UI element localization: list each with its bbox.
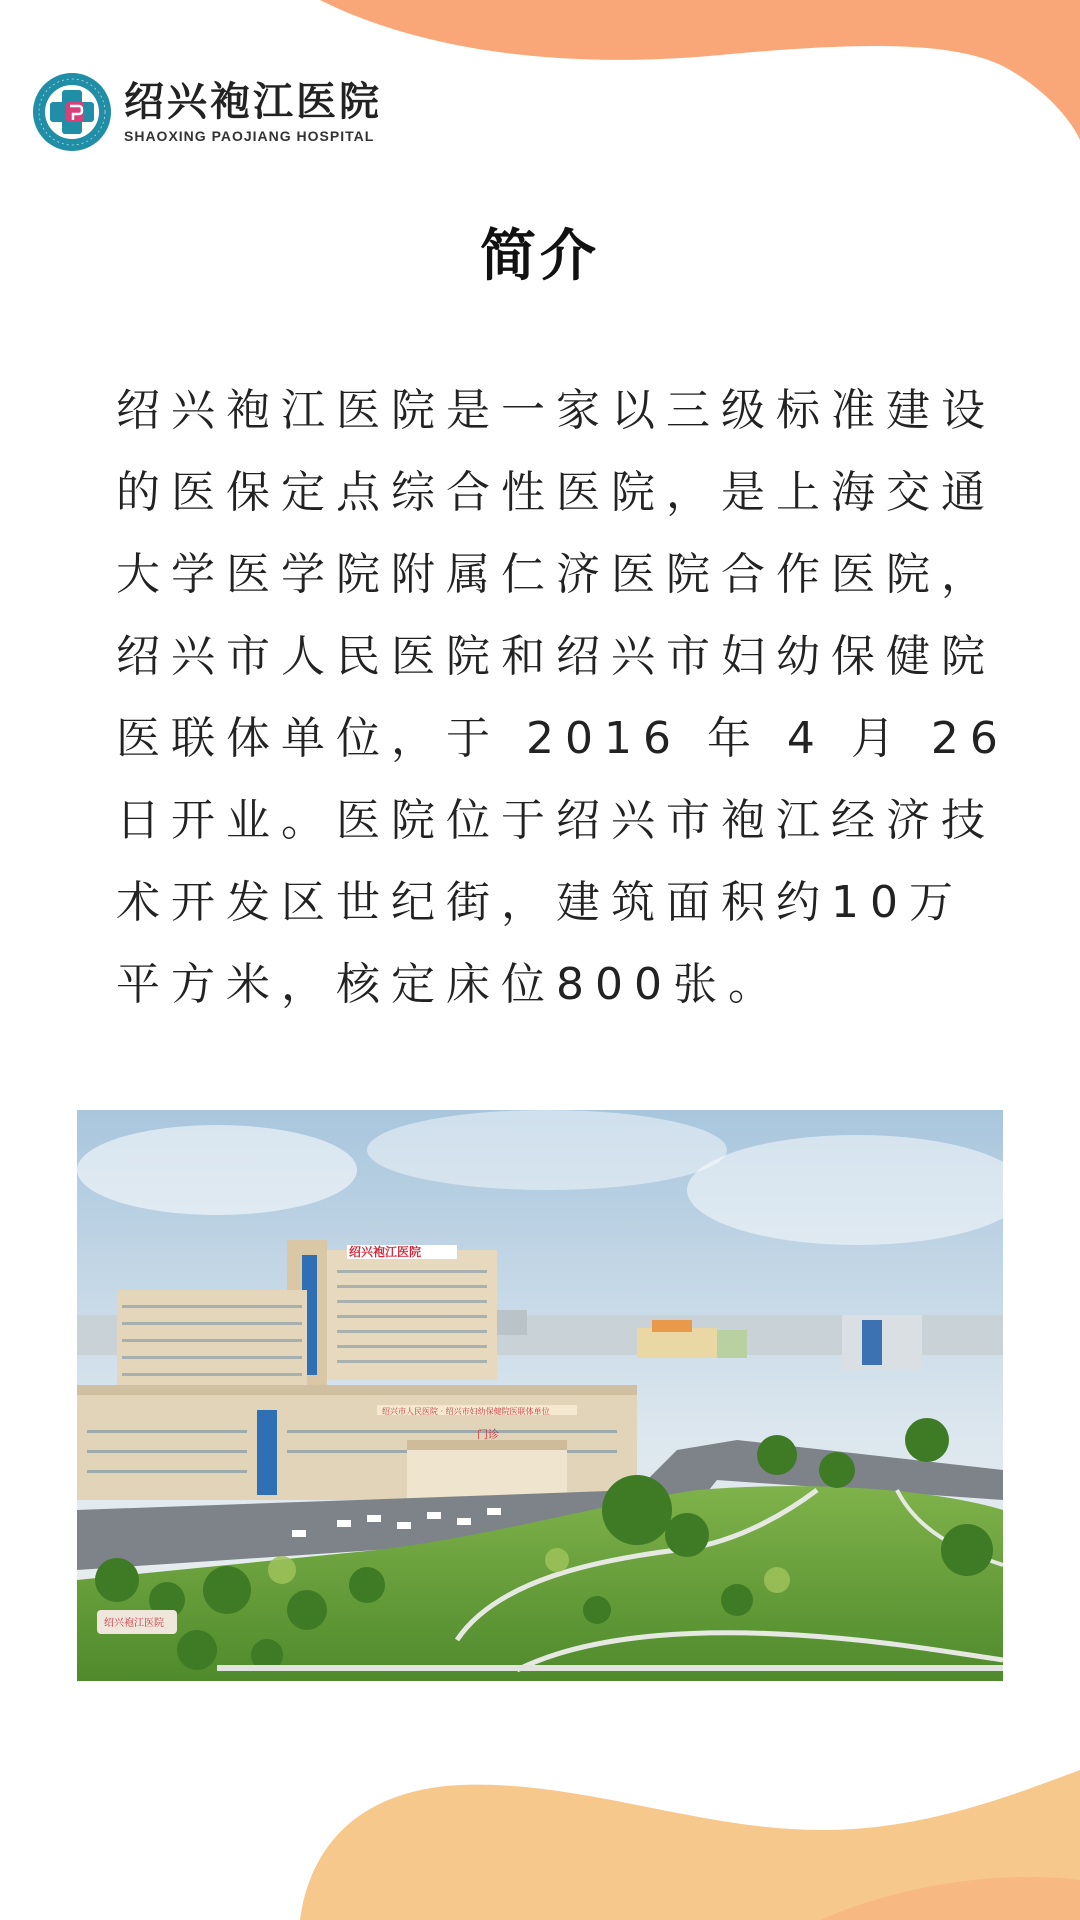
logo-chinese-name: 绍兴袍江医院	[124, 79, 382, 125]
facade-banner: 绍兴市人民医院 · 绍兴市妇幼保健院医联体单位	[382, 1407, 550, 1416]
hospital-cross-emblem-icon	[32, 72, 112, 152]
intro-paragraph: 绍兴袍江医院是一家以三级标准建设的医保定点综合性医院，是上海交通大学医学院附属仁济医院合作医院，绍兴市人民医院和绍兴市妇幼保健院医联体单位，于 2016 年 4 月 26 日开业。医院位于绍兴市袍江经济技术开发区世纪街，建筑面积约10万平方米，核定床位800张。	[116, 385, 1009, 1010]
entrance-sign: 门诊	[477, 1428, 499, 1441]
hospital-campus-photo	[77, 1110, 1003, 1681]
hospital-logo	[32, 72, 382, 152]
building-sign: 绍兴袍江医院	[349, 1245, 422, 1259]
top-orange-wave	[320, 0, 1080, 140]
page-title: 简介	[480, 224, 600, 289]
logo-english-name: SHAOXING PAOJIANG HOSPITAL	[124, 128, 375, 144]
garden-stone-sign: 绍兴袍江医院	[104, 1618, 164, 1629]
logo-wordmark	[124, 79, 382, 145]
